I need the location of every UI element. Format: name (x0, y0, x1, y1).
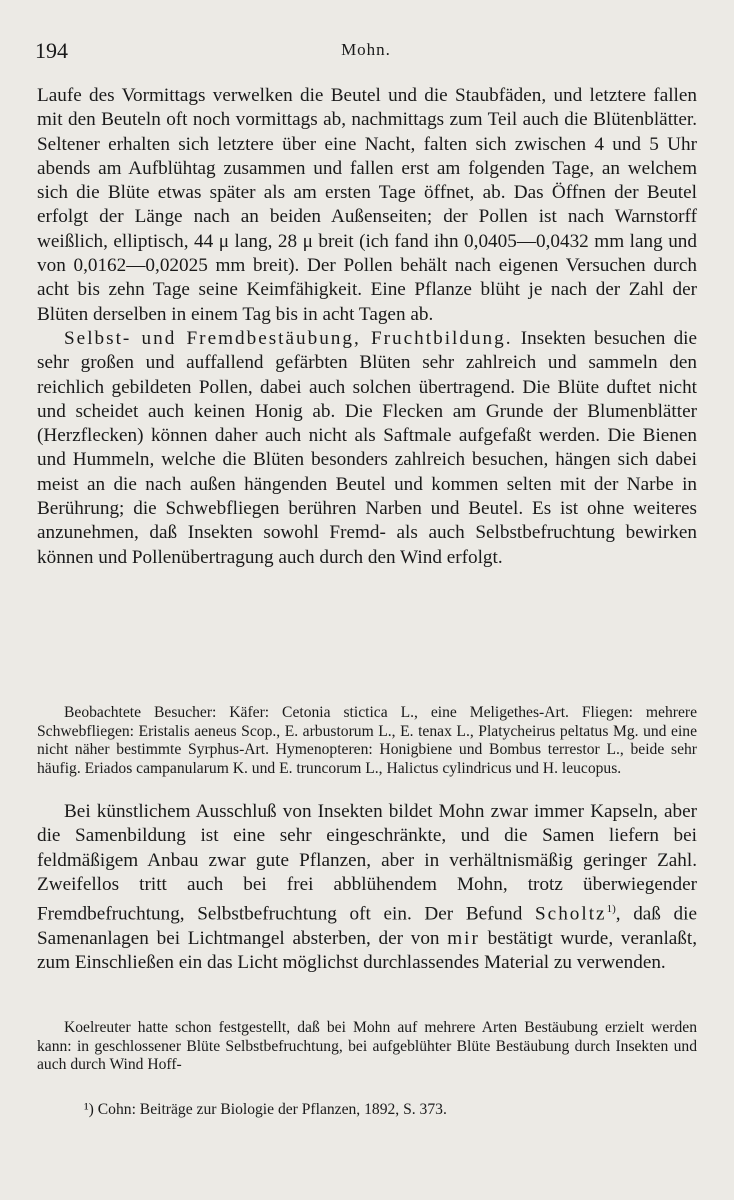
paragraph-selfing (37, 800, 697, 975)
paragraph-selfing-text-3: bestätigt wurde, veranlaßt, zum Einschließen ein das Licht möglichst durchlassendes Material zu verwenden. (37, 927, 698, 974)
paragraph-pollination (37, 327, 697, 570)
main-text-block-2 (37, 800, 697, 975)
page-number: 194 (35, 38, 68, 63)
page-header (35, 38, 697, 68)
koelreuter-paragraph: Koelreuter hatte schon festgestellt, daß bei Mohn auf mehrere Arten Bestäubung erzielt werden kann: in geschlossener Blüte Selbstbefruchtung, bei aufgeblühter Blüte Bestäubung durch Insekten und auch durch Wind Hoff- (37, 1019, 697, 1074)
footnote-reference: 1) (606, 903, 616, 916)
footnote-mark: ¹) (84, 1101, 94, 1118)
section-heading: Selbst- und Fremdbestäubung, Fruchtbildung. (64, 327, 513, 349)
running-head: Mohn. (341, 40, 391, 59)
author-name: Scholtz (535, 903, 607, 925)
paragraph-selfing-text-1: Bei künstlichem Ausschluß von Insekten bildet Mohn zwar immer Kapseln, aber die Samenbildung ist eine sehr eingeschränkte, und die Samen liefern bei feldmäßigem Anbau zwar gute Pflanzen, aber in verhältnismäßig geringer Zahl. Zweifellos tritt auch bei frei abblühendem Mohn, trotz überwiegender Fremdbefruchtung, Selbstbefruchtung oft ein. Der Befund (37, 801, 697, 925)
main-text-block (37, 84, 697, 570)
footnote (84, 1101, 697, 1119)
paragraph-pollination-text: Insekten besuchen die sehr großen und auffallend gefärbten Blüten sehr zahlreich und sammeln den reichlich gebildeten Pollen, dabei auch solchen übertragend. Die Blüte duftet nicht und scheidet auch keinen Honig ab. Die Flecken am Grunde der Blumenblätter (Herzflecken) können daher auch nicht als Saftmale aufgefaßt werden. Die Bienen und Hummeln, welche die Blüten besonders zahlreich besuchen, hängen sich dabei meist an die nach außen hängenden Beutel und kommen selten mit der Narbe in Berührung; die Schwebfliegen berühren Narben und Beutel. Es ist ohne weiteres anzunehmen, daß Insekten sowohl Fremd- als auch Selbstbefruchtung bewirken können und Pollenübertragung auch durch den Wind erfolgt. (37, 327, 698, 568)
paragraph-selfing-text-2: , daß die Samenanlagen bei Lichtmangel absterben, der von (37, 903, 698, 949)
observed-visitors: Beobachtete Besucher: Käfer: Cetonia stictica L., eine Meligethes-Art. Fliegen: mehrere Schwebfliegen: Eristalis aeneus Scop., E. arbustorum L., E. tenax L., Platycheirus peltatus Mg. und eine nicht näher bestimmte Syrphus-Art. Hymenopteren: Honigbiene und Bombus terrestor L., beide sehr häufig. Eriados campanularum K. und E. truncorum L., Halictus cylindricus und H. leucopus. (37, 704, 697, 777)
koelreuter-note (37, 1019, 697, 1075)
visitors-note (37, 704, 697, 778)
paragraph-pollen: Laufe des Vormittags verwelken die Beutel und die Staubfäden, und letztere fallen mit den Beuteln oft noch vormittags ab, nachmittags zum Teil auch die Blütenblätter. Seltener erhalten sich letztere über eine Nacht, falten sich zwischen 4 und 5 Uhr abends am Aufblühtag zusammen und fallen erst am folgenden Tage, an welchem sich die Blüte etwas später als am ersten Tage öffnet, ab. Das Öffnen der Beutel erfolgt der Länge nach an beiden Außenseiten; der Pollen ist nach Warnstorff weißlich, elliptisch, 44 μ lang, 28 μ breit (ich fand ihn 0,0405—0,0432 mm lang und von 0,0162—0,02025 mm breit). Der Pollen behält nach eigenen Versuchen durch acht bis zehn Tage seine Keimfähigkeit. Eine Pflanze blüht je nach der Zahl der Blüten derselben in einem Tag bis in acht Tagen ab. (37, 85, 697, 325)
footnote-text: Cohn: Beiträge zur Biologie der Pflanzen, 1892, S. 373. (97, 1101, 447, 1118)
emphasis-word: mir (447, 927, 480, 949)
